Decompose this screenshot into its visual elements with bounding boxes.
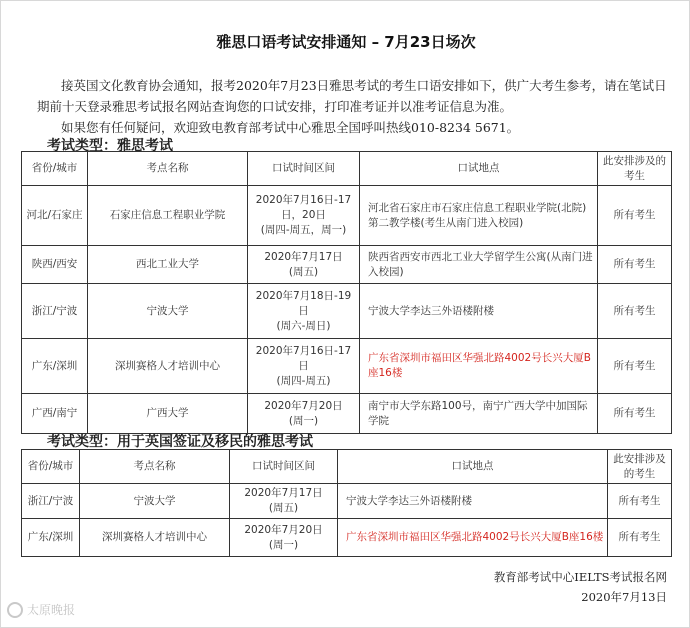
time-range: 2020年7月20日 (264, 399, 343, 412)
intro-paragraph-2: 如果您有任何疑问，欢迎致电教育部考试中心雅思全国呼叫热线010-8234 5671。 (61, 120, 520, 135)
time-cell (230, 519, 338, 557)
header-time: 口试时间区间 (248, 152, 360, 186)
watermark-text: 太原晚报 (27, 603, 76, 617)
header-scope: 此安排涉及的考生 (608, 450, 672, 484)
center-cell: 石家庄信息工程职业学院 (88, 186, 248, 246)
table-row (22, 284, 672, 339)
table-row (22, 339, 672, 394)
location-cell: 宁波大学李达三外语楼附楼 (338, 484, 608, 519)
header-city: 省份/城市 (22, 450, 80, 484)
header-location: 口试地点 (338, 450, 608, 484)
time-cell (248, 339, 360, 394)
table-row (22, 519, 672, 557)
city-cell: 广东/深圳 (22, 339, 88, 394)
weekday-range: (周五) (268, 502, 299, 514)
center-cell: 广西大学 (88, 394, 248, 434)
location-cell: 广东省深圳市福田区华强北路4002号长兴大厦B座16楼 (360, 339, 598, 394)
city-cell: 浙江/宁波 (22, 284, 88, 339)
weekday-range: (周五) (288, 265, 319, 278)
time-cell (248, 284, 360, 339)
section1-title: 考试类型：雅思考试 (47, 138, 173, 154)
table-header-row (22, 450, 672, 484)
weekday-range: (周四-周五) (276, 374, 331, 387)
center-cell: 宁波大学 (88, 284, 248, 339)
scope-cell: 所有考生 (608, 484, 672, 519)
time-cell (248, 246, 360, 284)
location-cell: 陕西省西安市西北工业大学留学生公寓(从南门进入校园) (360, 246, 598, 284)
weekday-range: (周一) (268, 538, 299, 551)
intro-text (37, 75, 673, 138)
time-cell (230, 484, 338, 519)
scope-cell: 所有考生 (598, 246, 672, 284)
scope-cell: 所有考生 (598, 339, 672, 394)
city-cell: 广东/深圳 (22, 519, 80, 557)
time-cell (248, 186, 360, 246)
city-cell: 广西/南宁 (22, 394, 88, 434)
center-cell: 深圳赛格人才培训中心 (80, 519, 230, 557)
location-cell: 南宁市大学东路100号，南宁广西大学中加国际学院 (360, 394, 598, 434)
notice-title: 雅思口语考试安排通知 – 7月23日场次 (216, 33, 476, 51)
city-cell: 陕西/西安 (22, 246, 88, 284)
center-cell: 西北工业大学 (88, 246, 248, 284)
header-city: 省份/城市 (22, 152, 88, 186)
scope-cell: 所有考生 (608, 519, 672, 557)
watermark-logo-icon (7, 602, 23, 618)
table-row (22, 484, 672, 519)
location-cell: 河北省石家庄市石家庄信息工程职业学院(北院)第二教学楼(考生从南门进入校园) (360, 186, 598, 246)
scope-cell: 所有考生 (598, 186, 672, 246)
table-row (22, 246, 672, 284)
location-cell: 宁波大学李达三外语楼附楼 (360, 284, 598, 339)
header-center: 考点名称 (88, 152, 248, 186)
scope-cell: 所有考生 (598, 284, 672, 339)
time-range: 2020年7月20日 (244, 523, 323, 536)
time-range: 2020年7月18日-19日 (255, 289, 352, 317)
weekday-range: (周四-周五，周一) (260, 224, 347, 236)
time-range: 2020年7月17日 (264, 250, 343, 263)
time-range: 2020年7月17日 (244, 487, 323, 499)
header-center: 考点名称 (80, 450, 230, 484)
center-cell: 深圳赛格人才培训中心 (88, 339, 248, 394)
table-row (22, 186, 672, 246)
footer-date: 2020年7月13日 (581, 590, 667, 604)
table-header-row (22, 152, 672, 186)
intro-paragraph-1: 接英国文化教育协会通知，报考2020年7月23日雅思考试的考生口语安排如下，供广大考生参考，请在笔试日期前十天登录雅思考试报名网站查询您的口试安排，打印准考证并以准考证信息为准。 (37, 78, 667, 114)
section2-title: 考试类型：用于英国签证及移民的雅思考试 (47, 434, 313, 450)
header-time: 口试时间区间 (230, 450, 338, 484)
table-row (22, 394, 672, 434)
center-cell: 宁波大学 (80, 484, 230, 519)
ielts-schedule-table (21, 151, 672, 434)
visa-ielts-schedule-table (21, 449, 672, 557)
time-range: 2020年7月16日-17日，20日 (255, 194, 352, 221)
header-location: 口试地点 (360, 152, 598, 186)
location-cell: 广东省深圳市福田区华强北路4002号长兴大厦B座16楼 (338, 519, 608, 557)
city-cell: 浙江/宁波 (22, 484, 80, 519)
time-range: 2020年7月16日-17日 (255, 344, 352, 372)
watermark (7, 601, 75, 618)
time-cell (248, 394, 360, 434)
weekday-range: (周六-周日) (276, 319, 331, 332)
footer-org: 教育部考试中心IELTS考试报名网 (493, 570, 667, 584)
scope-cell: 所有考生 (598, 394, 672, 434)
header-scope: 此安排涉及的考生 (598, 152, 672, 186)
city-cell: 河北/石家庄 (22, 186, 88, 246)
weekday-range: (周一) (288, 414, 319, 427)
